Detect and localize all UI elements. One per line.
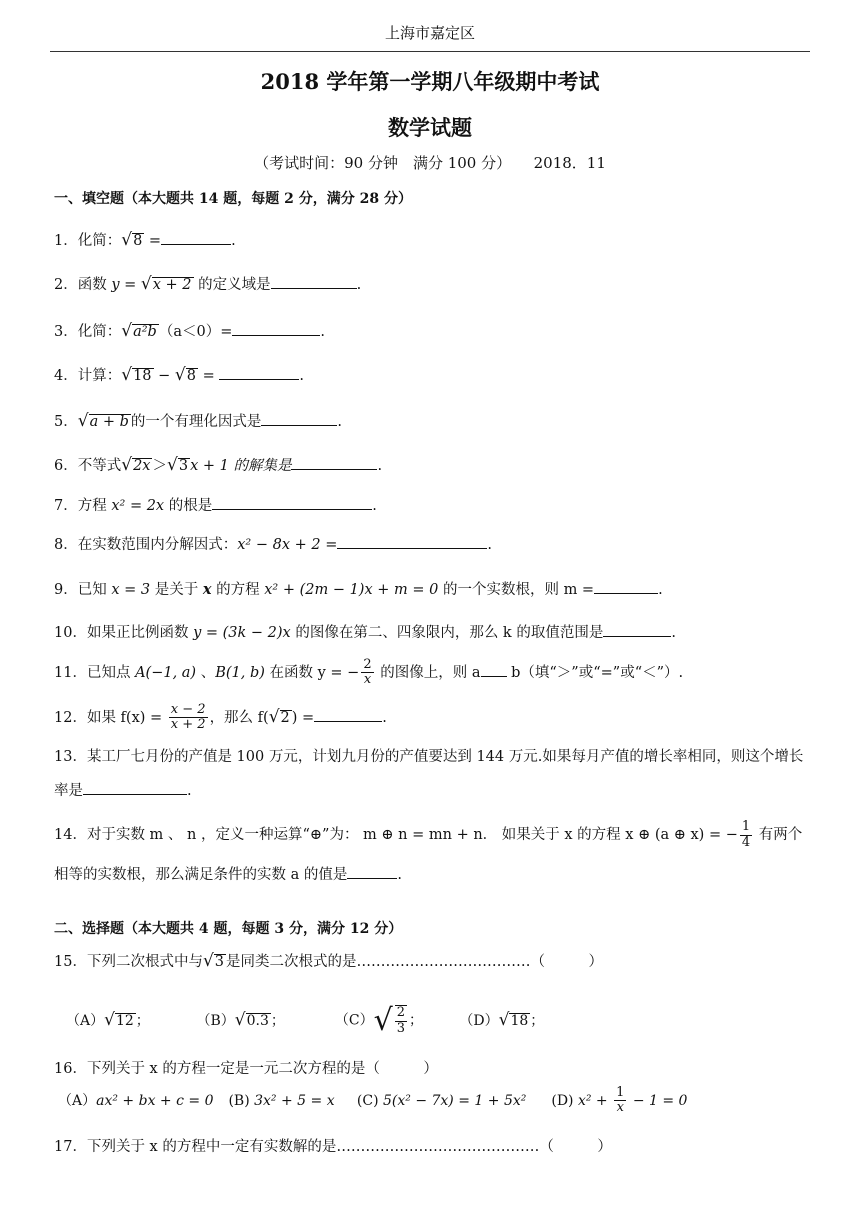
choice-b[interactable]: （B）√0.3 ； bbox=[196, 1009, 285, 1030]
answer-blank[interactable] bbox=[232, 323, 320, 336]
question-15-choices bbox=[66, 1003, 544, 1038]
answer-blank[interactable] bbox=[594, 581, 658, 594]
answer-blank[interactable] bbox=[347, 866, 397, 879]
question-2: 2．函数 y = √x + 2 的定义域是 . bbox=[54, 274, 362, 294]
question-8: 8．在实数范围内分解因式：x² − 8x + 2 = . bbox=[54, 537, 492, 553]
question-4: 4．计算：√18 − √8 = . bbox=[54, 365, 304, 385]
choice-c[interactable]: (C) 5(x² − 7x) = 1 + 5x² bbox=[356, 1092, 527, 1109]
exam-title: 2018 学年第一学期八年级期中考试 bbox=[260, 69, 600, 94]
answer-blank[interactable] bbox=[219, 367, 299, 380]
answer-blank[interactable] bbox=[481, 664, 507, 677]
header-divider bbox=[50, 51, 810, 52]
answer-blank[interactable] bbox=[261, 413, 337, 426]
answer-blank[interactable] bbox=[337, 536, 487, 549]
answer-blank[interactable] bbox=[291, 457, 377, 470]
answer-blank[interactable] bbox=[83, 782, 187, 795]
exam-subject: 数学试题 bbox=[388, 115, 472, 140]
choice-c[interactable]: （C）√ $\frac{2}{3}$ ； bbox=[334, 1003, 424, 1038]
question-6: 6．不等式√2x ＞√3 x + 1 的解集是 . bbox=[54, 455, 383, 475]
question-7: 7．方程 x² = 2x 的根是 . bbox=[54, 498, 377, 514]
answer-blank[interactable] bbox=[161, 232, 231, 245]
fraction: $\frac{1}{4}$ bbox=[741, 819, 751, 850]
answer-blank[interactable] bbox=[314, 709, 382, 722]
exam-info: （考试时间：90 分钟 满分 100 分） 2018．11 bbox=[254, 154, 606, 172]
page-header: 上海市嘉定区 bbox=[384, 24, 475, 42]
fraction: $\frac{2}{x}$ bbox=[363, 657, 372, 688]
question-16-choices bbox=[58, 1086, 687, 1116]
choice-d[interactable]: （D）√18 ； bbox=[459, 1009, 545, 1030]
fraction: $\frac{x - 2}{x + 2}$ bbox=[170, 702, 206, 733]
question-17: 17．下列关于 x 的方程中一定有实数解的是……………………………………（ ） bbox=[54, 1139, 612, 1155]
answer-blank[interactable] bbox=[603, 624, 671, 637]
question-14: 14．对于实数 m 、 n ，定义一种运算“⊕”为： m ⊕ n = mn + n． 如果关于 x 的方程 x ⊕ (a ⊕ x) = − $\frac{1}{4}$ 有两个相等的实数根，那么满足条件的实数 a 的值是 . bbox=[54, 819, 803, 883]
question-9: 9．已知 x = 3 是关于 x 的方程 x² + (2m − 1)x + m = 0 的一个实数根，则 m = . bbox=[54, 581, 663, 598]
question-12: 12．如果 f(x) = $\frac{x - 2}{x + 2}$ ，那么 f(√2 ) = . bbox=[54, 702, 387, 733]
question-16: 16．下列关于 x 的方程一定是一元二次方程的是（ ） bbox=[54, 1061, 438, 1077]
section-heading-fill-in: 一、填空题（本大题共 14 题，每题 2 分，满分 28 分） bbox=[54, 191, 412, 207]
question-5: 5．√a + b 的一个有理化因式是 . bbox=[54, 411, 342, 431]
question-1: 1．化简：√8 = . bbox=[54, 230, 236, 250]
choice-b[interactable]: (B) 3x² + 5 = x bbox=[228, 1092, 335, 1109]
question-3: 3．化简：√a²b （a＜0）= . bbox=[54, 321, 325, 341]
answer-blank[interactable] bbox=[271, 276, 357, 289]
choice-d[interactable]: (D) x² + $\frac{1}{x}$ − 1 = 0 bbox=[551, 1085, 688, 1116]
question-13: 13．某工厂七月份的产值是 100 万元，计划九月份的产值要达到 144 万元.如果每月产值的增长率相同，则这个增长率是 . bbox=[54, 749, 804, 799]
answer-blank[interactable] bbox=[212, 497, 372, 510]
section-heading-choice: 二、选择题（本大题共 4 题，每题 3 分，满分 12 分） bbox=[54, 921, 403, 937]
question-10: 10．如果正比例函数 y = (3k − 2)x 的图像在第二、四象限内，那么 k 的取值范围是 . bbox=[54, 625, 676, 641]
choice-a[interactable]: （A）√12 ； bbox=[66, 1009, 150, 1030]
choice-a[interactable]: （A）ax² + bx + c = 0 bbox=[58, 1092, 214, 1109]
question-11: 11．已知点 A(−1, a) 、B(1, b) 在函数 y = − $\frac{2}{x}$ 的图像上，则 a b（填“＞”或“=”或“＜”）. bbox=[54, 657, 684, 688]
question-15: 15．下列二次根式中与√3 是同类二次根式的是………………………………（ ） bbox=[54, 951, 604, 971]
